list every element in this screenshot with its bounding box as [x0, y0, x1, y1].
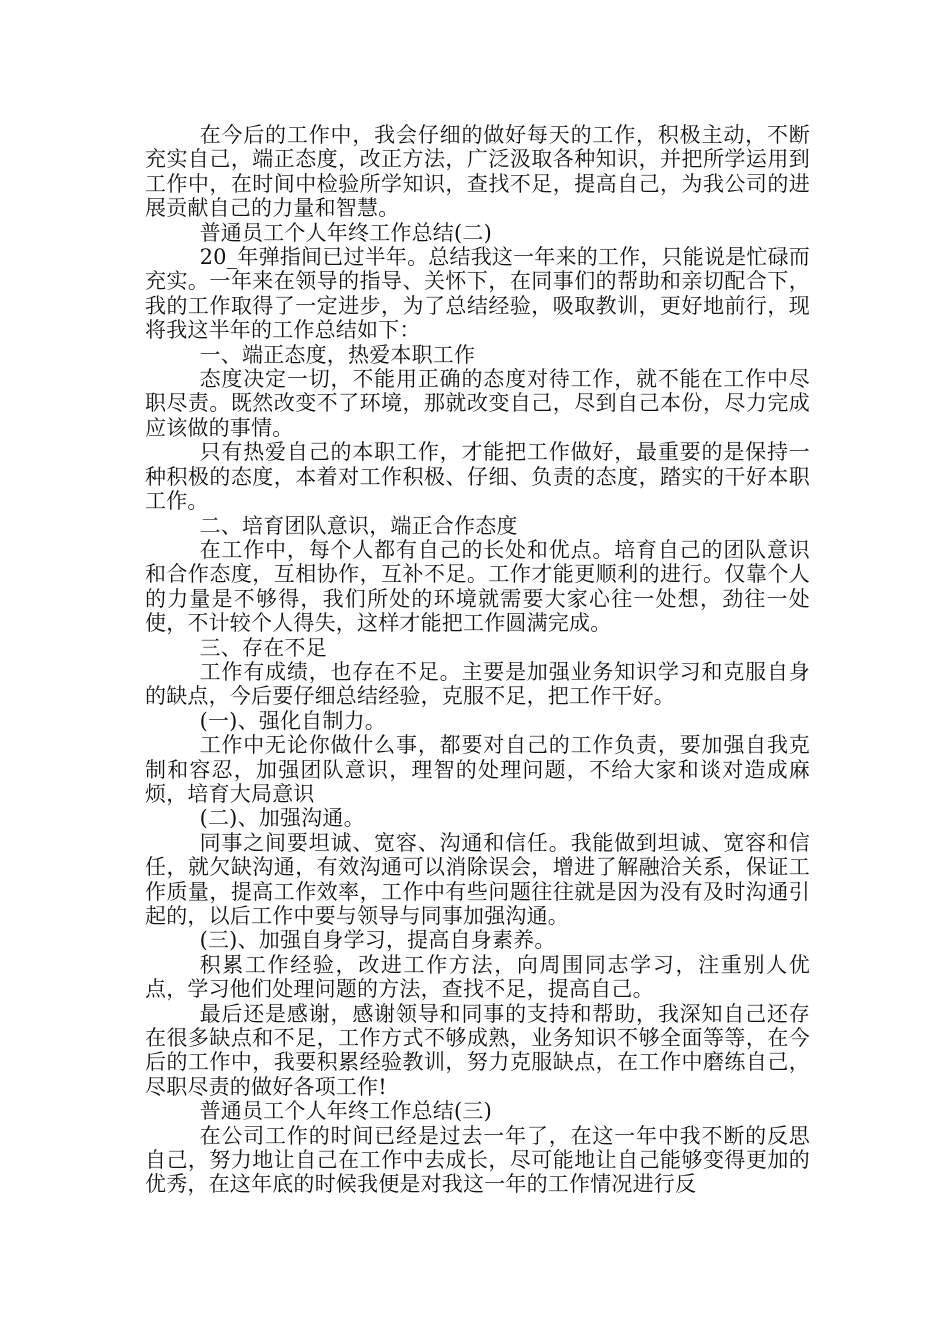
paragraph-closing-commitment: 在今后的工作中，我会仔细的做好每天的工作，积极主动，不断充实自己，端正态度，改正方法，广泛汲取各种知识，并把所学运用到工作中，在时间中检验所学知识，查找不足，提高自己，为我公司的进展贡献自己的力量和智慧。 — [145, 123, 810, 221]
subheading-self-study: (三)、加强自身学习，提高自身素养。 — [199, 928, 556, 953]
paragraph-attitude-decides: 态度决定一切，不能用正确的态度对待工作，就不能在工作中尽职尽责。既然改变不了环境，那就改变自己，尽到自己本份，尽力完成应该做的事情。 — [145, 367, 810, 440]
section-title-summary-two: 普通员工个人年终工作总结(二) — [199, 220, 492, 245]
paragraph-love-job: 只有热爱自己的本职工作，才能把工作做好，最重要的是保持一种积极的态度，本着对工作积极、仔细、负责的态度，踏实的干好本职工作。 — [145, 440, 810, 514]
subheading-self-control: (一)、强化自制力。 — [199, 708, 386, 733]
paragraph-shortcomings: 工作有成绩，也存在不足。主要是加强业务知识学习和克服自身的缺点，今后要仔细总结经验，克服不足，把工作干好。 — [145, 659, 810, 709]
paragraph-thanks: 最后还是感谢，感谢领导和同事的支持和帮助，我深知自己还存在很多缺点和不足，工作方式不够成熟，业务知识不够全面等等，在今后的工作中，我要积累经验教训，努力克服缺点，在工作中磨练自己，尽职尽责的做好各项工作! — [145, 1001, 810, 1099]
subheading-communication: (二)、加强沟通。 — [199, 806, 365, 831]
paragraph-half-year-intro: 20_年弹指间已过半年。总结我这一年来的工作，只能说是忙碌而充实。一年来在领导的指导、关怀下，在同事们的帮助和亲切配合下，我的工作取得了一定进步，为了总结经验，吸取教训，更好地前行，现将我这半年的工作总结如下： — [145, 245, 810, 343]
subheading-teamwork: 二、培育团队意识，端正合作态度 — [199, 513, 518, 538]
document-body — [145, 123, 810, 1197]
subheading-shortcomings: 三、存在不足 — [199, 635, 327, 660]
paragraph-self-control: 工作中无论你做什么事，都要对自己的工作负责，要加强自我克制和容忍，加强团队意识，理智的处理问题，不给大家和谈对造成麻烦，培育大局意识 — [145, 733, 810, 806]
paragraph-teamwork: 在工作中，每个人都有自己的长处和优点。培育自己的团队意识和合作态度，互相协作，互补不足。工作才能更顺利的进行。仅靠个人的力量是不够得，我们所处的环境就需要大家心往一处想，劲往一处使，不计较个人得失，这样才能把工作圆满完成。 — [145, 537, 810, 636]
paragraph-communication: 同事之间要坦诚、宽容、沟通和信任。我能做到坦诚、宽容和信任，就欠缺沟通，有效沟通可以消除误会，增进了解融洽关系，保证工作质量，提高工作效率，工作中有些问题往往就是因为没有及时沟通引起的，以后工作中要与领导与同事加强沟通。 — [145, 830, 810, 928]
subheading-attitude: 一、端正态度，热爱本职工作 — [199, 342, 476, 367]
paragraph-self-study: 积累工作经验，改进工作方法，向周围同志学习，注重别人优点，学习他们处理问题的方法，查找不足，提高自己。 — [145, 952, 810, 1002]
section-title-summary-three: 普通员工个人年终工作总结(三) — [199, 1099, 492, 1124]
paragraph-year-reflection: 在公司工作的时间已经是过去一年了，在这一年中我不断的反思自己，努力地让自己在工作中去成长，尽可能地让自己能够变得更加的优秀，在这年底的时候我便是对我这一年的工作情况进行反 — [145, 1123, 810, 1197]
